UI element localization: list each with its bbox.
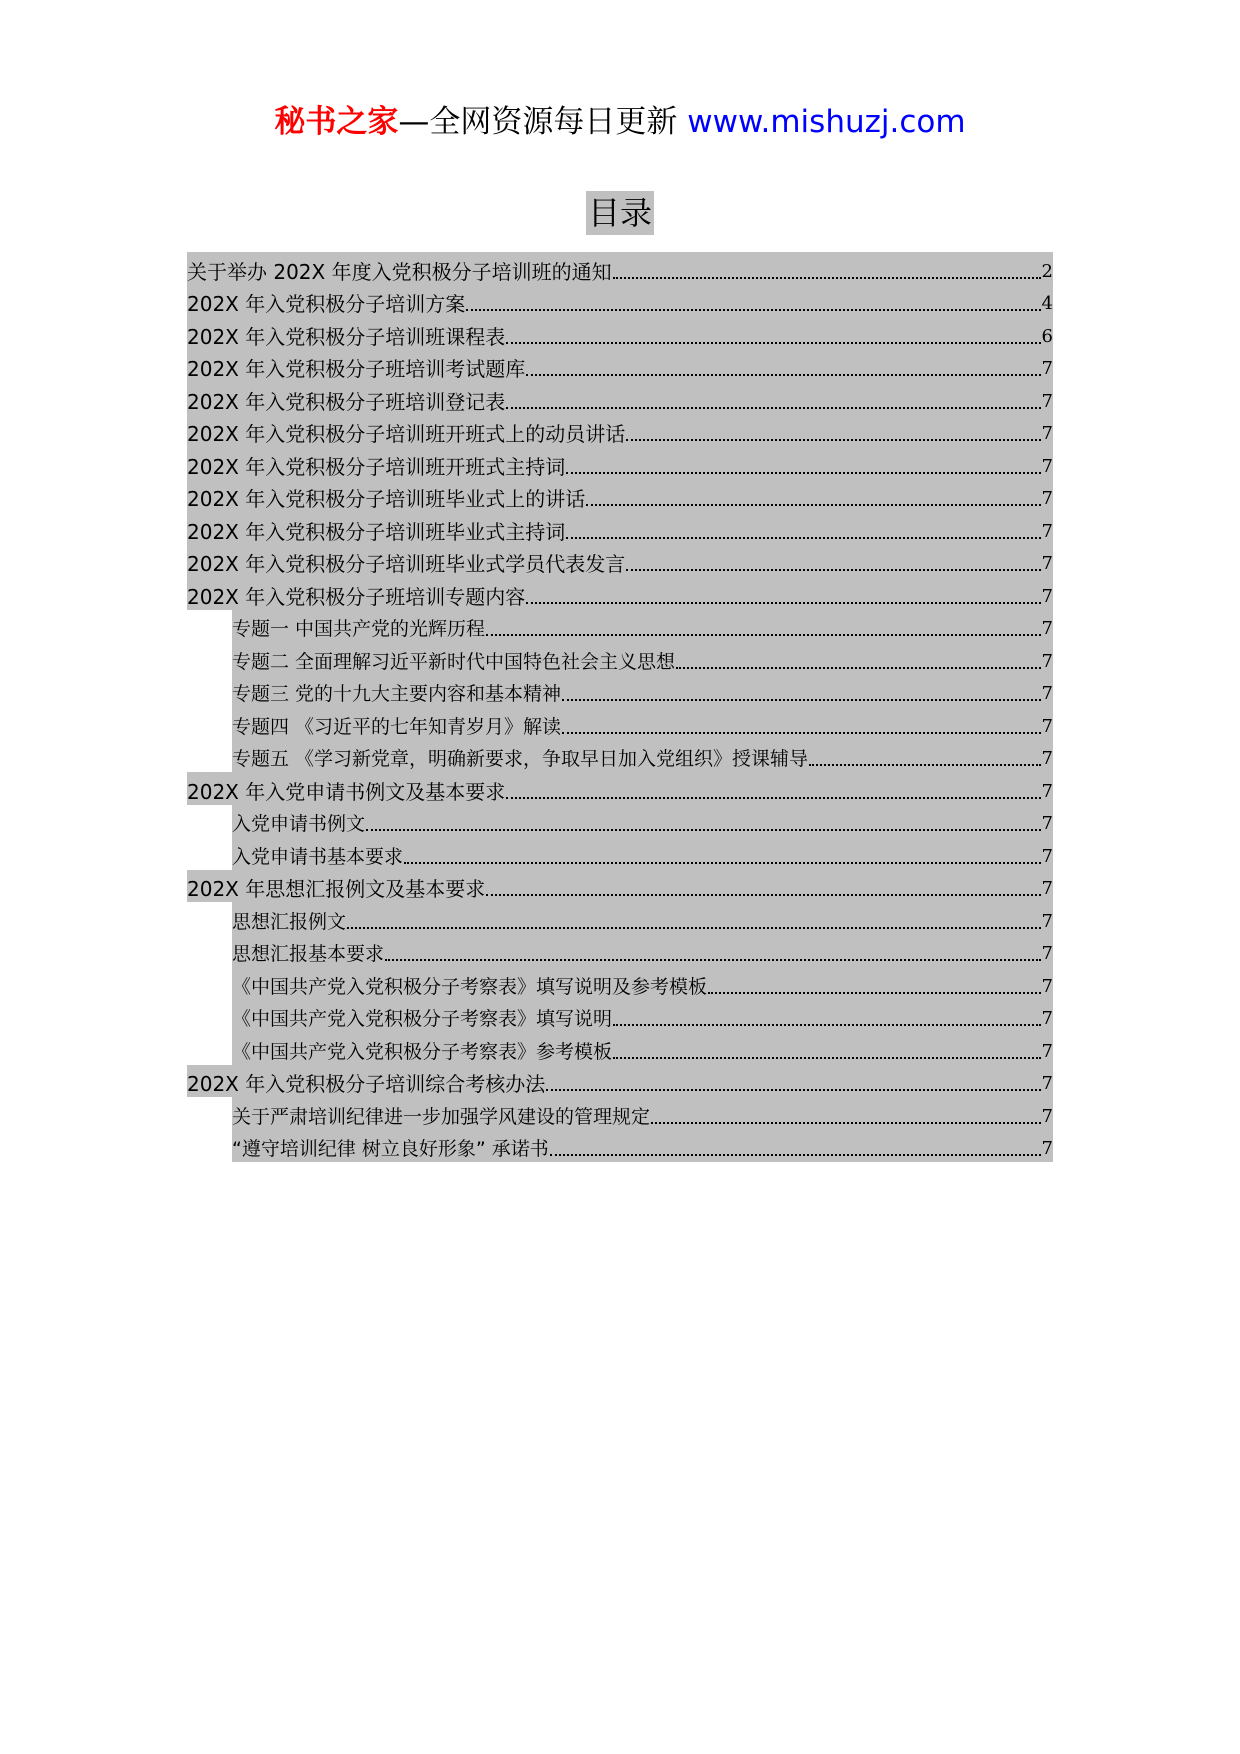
toc-entry[interactable] [187,317,1053,350]
toc-dot-leader [466,309,1040,311]
toc-page-number: 4 [1041,293,1053,314]
toc-dot-leader [626,439,1040,441]
toc-entry[interactable] [232,610,1053,643]
toc-page-number: 7 [1041,455,1053,477]
toc-dot-leader [486,634,1041,636]
toc-entry-title: 202X 年入党积极分子培训班毕业式学员代表发言 [187,552,626,576]
toc-page-number: 7 [1041,683,1053,704]
toc-dot-leader [613,277,1041,279]
toc-page-number: 7 [1041,715,1053,737]
toc-entry-title: 专题一 中国共产党的光辉历程 [232,618,486,640]
toc-entry-title: 202X 年入党积极分子培训班开班式主持词 [187,454,566,479]
toc-entry[interactable] [232,1032,1053,1065]
toc-dot-leader [366,829,1041,831]
toc-entry-title: 202X 年入党积极分子培训班毕业式主持词 [187,519,566,544]
toc-page-number: 7 [1041,1040,1053,1062]
toc-dot-leader [385,959,1041,961]
site-url-link[interactable]: www.mishuzj.com [687,104,966,140]
toc-entry-title: 关于举办 202X 年度入党积极分子培训班的通知 [187,259,612,284]
toc-page-number: 7 [1041,878,1053,899]
toc-entry-title: “遵守培训纪律 树立良好形象” 承诺书 [232,1138,549,1160]
toc-entry[interactable] [187,1065,1053,1098]
toc-entry[interactable] [187,772,1053,805]
toc-entry[interactable] [187,350,1053,383]
site-header [0,100,1240,144]
toc-dot-leader [613,1024,1041,1026]
toc-dot-leader [566,537,1040,539]
toc-page-number: 7 [1041,553,1053,574]
toc-dot-leader [526,374,1040,376]
toc-dot-leader [506,797,1040,799]
toc-entry-title: 专题四 《习近平的七年知青岁月》解读 [232,715,562,738]
toc-dot-leader [626,569,1040,571]
toc-entry-title: 202X 年入党申请书例文及基本要求 [187,779,506,804]
toc-page-number: 2 [1041,260,1053,282]
toc-entry[interactable] [232,967,1053,1000]
toc-entry-title: 专题五 《学习新党章，明确新要求，争取早日加入党组织》授课辅导 [232,748,809,770]
toc-dot-leader [347,927,1041,929]
toc-entry[interactable] [232,935,1053,968]
toc-page-number: 7 [1041,520,1053,542]
toc-page-number: 7 [1041,358,1053,379]
toc-dot-leader [506,407,1040,409]
toc-page-number: 7 [1041,488,1053,509]
toc-entry-title: 202X 年入党积极分子班培训登记表 [187,389,506,414]
toc-entry[interactable] [187,480,1053,513]
toc-entry-title: 《中国共产党入党积极分子考察表》填写说明及参考模板 [232,975,708,998]
toc-entry-title: 《中国共产党入党积极分子考察表》填写说明 [232,1008,613,1030]
toc-entry[interactable] [232,1130,1053,1163]
toc-entry-title: 202X 年入党积极分子培训综合考核办法 [187,1072,546,1096]
toc-entry-title: 202X 年入党积极分子培训班毕业式上的讲话 [187,487,586,511]
toc-entry[interactable] [232,1000,1053,1033]
toc-page-number: 7 [1041,845,1053,867]
toc-page-number: 7 [1041,910,1053,932]
toc-entry-title: 关于严肃培训纪律进一步加强学风建设的管理规定 [232,1105,651,1128]
toc-dot-leader [562,732,1041,734]
toc-page-number: 7 [1041,1138,1053,1159]
toc-page-number: 7 [1041,813,1053,834]
toc-entry-title: 202X 年入党积极分子培训方案 [187,292,466,316]
toc-entry-title: 《中国共产党入党积极分子考察表》参考模板 [232,1040,613,1063]
table-of-contents [187,252,1053,1162]
toc-entry[interactable] [187,545,1053,578]
toc-page-number: 7 [1041,1073,1053,1094]
toc-dot-leader [586,504,1040,506]
toc-page-number: 7 [1041,650,1053,672]
toc-page-number: 7 [1041,780,1053,802]
toc-entry[interactable] [187,577,1053,610]
toc-title-container [0,191,1240,235]
toc-entry[interactable] [232,902,1053,935]
toc-entry-title: 入党申请书基本要求 [232,845,404,868]
toc-entry[interactable] [187,382,1053,415]
toc-dot-leader [708,992,1041,994]
toc-entry-title: 思想汇报例文 [232,910,347,933]
toc-entry[interactable] [232,805,1053,838]
toc-page-number: 7 [1041,1105,1053,1127]
toc-entry-title: 202X 年思想汇报例文及基本要求 [187,877,486,901]
toc-page-number: 7 [1041,975,1053,997]
toc-dot-leader [404,862,1041,864]
toc-entry-title: 专题三 党的十九大主要内容和基本精神 [232,683,562,705]
toc-page-number: 7 [1041,748,1053,769]
toc-dot-leader [676,667,1041,669]
toc-page-number: 7 [1041,618,1053,639]
toc-page-number: 6 [1041,325,1053,347]
toc-page-number: 7 [1041,585,1053,607]
toc-dot-leader [526,602,1040,604]
toc-dot-leader [809,764,1041,766]
toc-entry[interactable] [187,285,1053,318]
toc-entry-title: 202X 年入党积极分子培训班开班式上的动员讲话 [187,422,626,446]
toc-dot-leader [613,1057,1041,1059]
toc-entry[interactable] [232,675,1053,708]
toc-entry[interactable] [232,707,1053,740]
toc-entry[interactable] [232,642,1053,675]
toc-entry-title: 入党申请书例文 [232,813,366,835]
header-tagline: —全网资源每日更新 [398,104,678,140]
toc-entry[interactable] [187,415,1053,448]
toc-dot-leader [562,699,1041,701]
toc-page-number: 7 [1041,390,1053,412]
toc-entry[interactable] [232,1097,1053,1130]
toc-dot-leader [566,472,1040,474]
toc-dot-leader [651,1122,1041,1124]
toc-entry[interactable] [187,252,1053,285]
toc-entry-title: 202X 年入党积极分子培训班课程表 [187,324,506,349]
toc-entry[interactable] [232,740,1053,773]
brand-name: 秘书之家 [274,104,399,140]
toc-entry-title: 202X 年入党积极分子班培训专题内容 [187,584,526,609]
toc-page-number: 7 [1041,943,1053,964]
toc-dot-leader [506,342,1040,344]
toc-entry[interactable] [187,447,1053,480]
toc-entry[interactable] [187,512,1053,545]
toc-entry[interactable] [187,870,1053,903]
toc-dot-leader [546,1089,1040,1091]
toc-entry-title: 思想汇报基本要求 [232,943,385,965]
toc-entry-title: 202X 年入党积极分子班培训考试题库 [187,357,526,381]
toc-page-number: 7 [1041,423,1053,444]
toc-entry-title: 专题二 全面理解习近平新时代中国特色社会主义思想 [232,650,676,673]
toc-page-number: 7 [1041,1008,1053,1029]
toc-dot-leader [486,894,1040,896]
toc-dot-leader [550,1154,1041,1156]
toc-title: 目录 [586,191,654,235]
toc-entry[interactable] [232,837,1053,870]
